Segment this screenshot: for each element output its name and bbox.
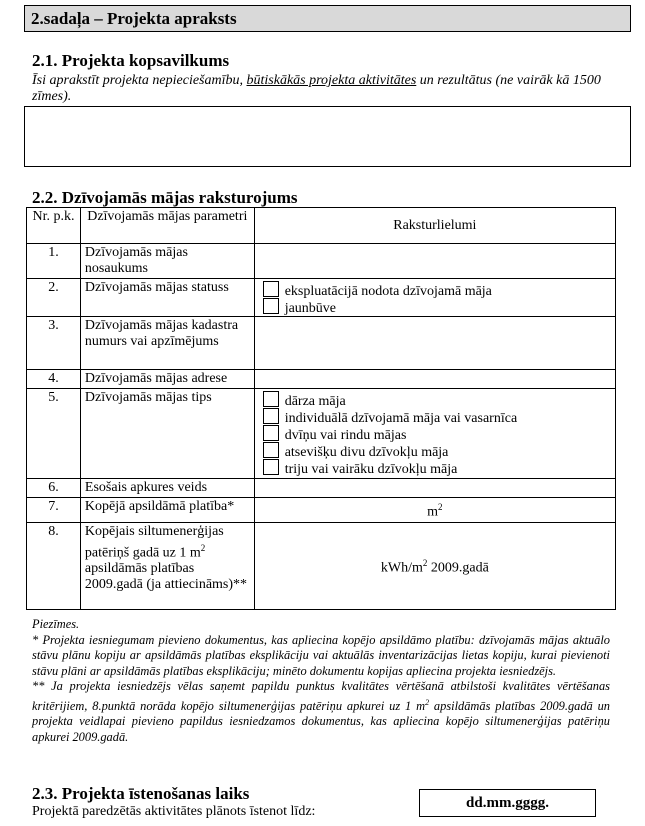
summary-desc-b: un rezultātus (ne vairāk kā 1500 zīmes). [32,73,601,104]
row-nr: 6. [27,479,81,498]
unit-text-a: kWh/m [380,560,423,576]
param-sup: 2 [200,542,206,553]
option-item[interactable] [263,425,611,442]
row-value-cell[interactable] [254,244,615,279]
table-header-row [27,208,616,244]
table-row [27,279,616,317]
row-nr: 7. [27,498,81,523]
row-nr: 1. [27,244,81,279]
param-text-b: apsildāmās platības 2009.gadā (ja attiecināms)** [84,561,248,593]
note-2-sup: 2 [425,697,430,707]
unit-sup: 2 [438,502,443,512]
row-nr: 2. [27,279,81,317]
unit-sup: 2 [422,557,428,568]
option-item[interactable] [263,459,611,476]
param-text-a: Kopējais siltumenerģijas patēriņš gadā uz 1 m [84,523,224,561]
option-label: jaunbūve [284,301,337,316]
unit-text: m [427,504,439,520]
row-value-cell[interactable] [254,479,615,498]
row-value-cell[interactable] [254,370,615,389]
row-nr: 4. [27,370,81,389]
checkbox[interactable] [263,442,279,458]
row-unit [254,522,615,609]
table-row [27,479,616,498]
checkbox[interactable] [263,459,279,475]
summary-description [32,73,612,105]
option-item[interactable] [263,408,611,425]
option-label: dvīņu vai rindu mājas [284,428,407,443]
table-row [27,498,616,523]
row-nr: 8. [27,522,81,609]
option-item[interactable] [263,281,611,298]
checkbox[interactable] [263,298,279,314]
characteristics-table [26,207,616,610]
notes-title: Piezīmes. [32,617,80,631]
timeline-title: 2.3. Projekta īstenošanas laiks [32,784,250,803]
note-1: * Projekta iesniegumam pievieno dokumentus, kas apliecina kopējo apsildāmo platību: dzīvojamās mājas aktuālo stāvu plānu kopiju ar apsildāmās platības eksplikāciju vai aktuālās inventarizācijas lietas kopiju, kurai pievienoti stāvu plāni ar apsildāmās platības eksplikāciju; minēto dokumentu kopijas apliecina projekta iesniedzējs. [32,632,610,678]
row-param: Kopējā apsildāmā platība* [80,498,254,523]
notes [32,617,610,745]
row-param [80,522,254,609]
table-row [27,370,616,389]
row-param: Dzīvojamās mājas nosaukums [80,244,254,279]
option-item[interactable] [263,391,611,408]
row-nr: 3. [27,317,81,370]
row-value-cell[interactable] [254,317,615,370]
head-param: Dzīvojamās mājas parametri [80,208,254,244]
summary-desc-underlined: būtiskākās projekta aktivitātes [246,73,417,88]
end-date-field[interactable]: dd.mm.gggg. [419,789,596,817]
table-row [27,522,616,609]
option-label: triju vai vairāku dzīvokļu māja [284,462,458,477]
row-param: Dzīvojamās mājas tips [80,389,254,479]
option-item[interactable] [263,298,611,315]
row-param: Esošais apkures veids [80,479,254,498]
row-param: Dzīvojamās mājas adrese [80,370,254,389]
option-label: individuālā dzīvojamā māja vai vasarnīca [284,411,518,426]
note-2-b: apsildāmās platības 2009.gadā un projekta veidlapai pievieno papildus iesniedzamos dokumentus, kas apliecina kopējo siltumenerģijas patēriņu apkurei 2009.gadā. [32,698,610,744]
section-header: 2.sadaļa – Projekta apraksts [24,5,631,32]
option-item[interactable] [263,442,611,459]
timeline-label: Projektā paredzētās aktivitātes plānots īstenot līdz: [32,804,316,819]
row-nr: 5. [27,389,81,479]
note-2 [32,679,610,745]
row-options [254,389,615,479]
note-2-a: ** Ja projekta iesniedzējs vēlas saņemt papildu punktus kvalitātes vērtēšanā atbilstoši kvalitātes vērtēšanas kritērijiem, 8.punktā norāda kopējo siltumenerģijas patēriņu apkurei uz 1 m [32,679,610,713]
option-label: atsevišķu divu dzīvokļu māja [284,445,449,460]
summary-desc-a: Īsi aprakstīt projekta nepieciešamību, [32,73,247,88]
head-nr: Nr. p.k. [27,208,81,244]
summary-title: 2.1. Projekta kopsavilkums [32,51,230,70]
checkbox[interactable] [263,425,279,441]
checkbox[interactable] [263,408,279,424]
summary-textarea[interactable] [24,106,631,167]
table-row [27,317,616,370]
checkbox[interactable] [263,281,279,297]
row-param: Dzīvojamās mājas statuss [80,279,254,317]
row-options [254,279,615,317]
table-row [27,244,616,279]
head-char: Raksturlielumi [254,208,615,244]
row-param: Dzīvojamās mājas kadastra numurs vai apzīmējums [80,317,254,370]
characteristics-title: 2.2. Dzīvojamās mājas raksturojums [32,188,298,207]
row-unit [254,498,615,523]
table-row [27,389,616,479]
checkbox[interactable] [263,391,279,407]
option-label: dārza māja [284,394,346,409]
unit-text-b: 2009.gadā [427,560,489,576]
option-label: ekspluatācijā nodota dzīvojamā māja [284,284,492,299]
